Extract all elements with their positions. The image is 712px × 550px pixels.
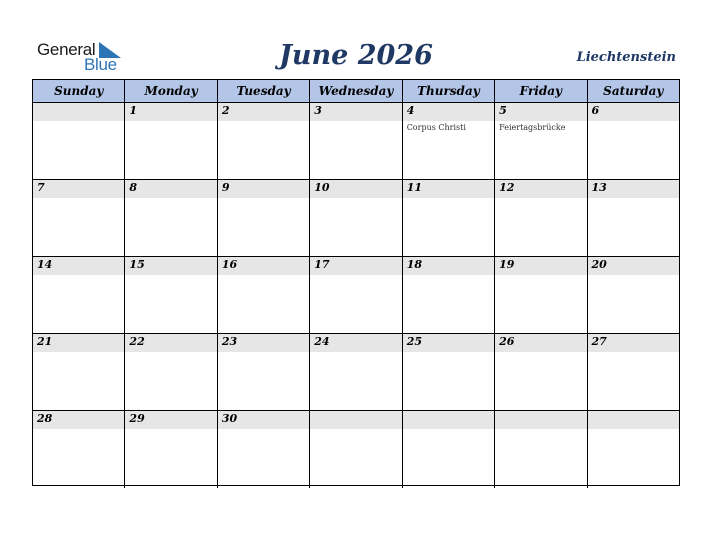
day-cell[interactable] [403,411,495,488]
day-number: 21 [37,335,53,348]
day-number: 2 [221,104,230,117]
day-number: 8 [129,181,138,194]
weekday-friday: Friday [495,80,587,102]
date-bar [495,411,586,429]
day-cell[interactable] [218,257,310,333]
week-row [33,411,679,488]
day-cell[interactable] [403,103,495,179]
day-number: 7 [37,181,45,194]
day-cell[interactable] [218,103,310,179]
day-cell[interactable] [218,334,310,410]
week-row [33,103,679,180]
day-cell[interactable] [125,103,217,179]
day-cell[interactable] [588,257,679,333]
day-number: 12 [499,181,515,194]
day-cell[interactable] [125,257,217,333]
date-bar [310,411,401,429]
weekday-saturday: Saturday [588,80,679,102]
day-number: 13 [591,181,607,194]
holiday-label: Corpus Christi [406,123,466,132]
day-cell[interactable] [495,411,587,488]
weekday-tuesday: Tuesday [218,80,310,102]
holiday-label: Feiertagsbrücke [499,123,566,132]
date-bar [125,103,216,121]
day-cell[interactable] [495,180,587,256]
day-cell[interactable] [33,411,125,488]
day-number: 27 [591,335,607,348]
day-number: 17 [314,258,330,271]
logo-text-general: General [37,40,96,59]
day-cell[interactable] [495,257,587,333]
day-cell[interactable] [33,103,125,179]
day-cell[interactable] [495,103,587,179]
day-number: 30 [221,412,238,425]
week-row [33,334,679,411]
calendar-grid [32,79,680,486]
date-bar [125,180,216,198]
date-bar [403,411,494,429]
weeks-container [33,103,679,488]
day-number: 1 [129,104,138,117]
day-number: 6 [591,104,600,117]
day-cell[interactable] [218,411,310,488]
day-cell[interactable] [310,180,402,256]
day-number: 14 [37,258,53,271]
weekday-monday: Monday [125,80,217,102]
week-row [33,257,679,334]
day-cell[interactable] [403,180,495,256]
day-cell[interactable] [218,180,310,256]
day-cell[interactable] [310,257,402,333]
weekday-header-row [33,80,679,103]
day-cell[interactable] [310,411,402,488]
day-number: 28 [37,412,53,425]
day-cell[interactable] [310,103,402,179]
day-number: 25 [406,335,422,348]
day-number: 29 [129,412,145,425]
logo-text-blue: Blue [84,55,117,74]
weekday-sunday: Sunday [33,80,125,102]
day-cell[interactable] [588,103,679,179]
day-number: 22 [129,335,145,348]
day-cell[interactable] [125,411,217,488]
weekday-wednesday: Wednesday [310,80,402,102]
date-bar [495,103,586,121]
date-bar [33,180,124,198]
day-cell[interactable] [33,257,125,333]
day-cell[interactable] [403,257,495,333]
day-number: 23 [221,335,238,348]
date-bar [310,103,401,121]
day-number: 4 [406,104,415,117]
day-cell[interactable] [33,180,125,256]
week-row [33,180,679,257]
day-number: 15 [129,258,145,271]
date-bar [218,103,309,121]
date-bar [588,411,679,429]
day-cell[interactable] [33,334,125,410]
day-cell[interactable] [403,334,495,410]
date-bar [218,180,309,198]
day-number: 24 [314,335,330,348]
day-cell[interactable] [125,334,217,410]
day-number: 3 [314,104,322,117]
day-cell[interactable] [125,180,217,256]
date-bar [403,103,494,121]
day-number: 26 [499,335,515,348]
weekday-thursday: Thursday [403,80,495,102]
day-number: 9 [221,181,230,194]
day-cell[interactable] [310,334,402,410]
day-number: 11 [406,181,422,194]
day-number: 19 [499,258,515,271]
day-cell[interactable] [588,180,679,256]
day-cell[interactable] [588,334,679,410]
date-bar [33,103,124,121]
day-number: 18 [406,258,422,271]
country-name: Liechtenstein [576,50,676,65]
day-cell[interactable] [495,334,587,410]
day-number: 5 [499,104,507,117]
day-cell[interactable] [588,411,679,488]
date-bar [588,103,679,121]
day-number: 10 [314,181,330,194]
day-number: 20 [591,258,607,271]
calendar-title: June 2026 [279,40,433,71]
day-number: 16 [221,258,238,271]
